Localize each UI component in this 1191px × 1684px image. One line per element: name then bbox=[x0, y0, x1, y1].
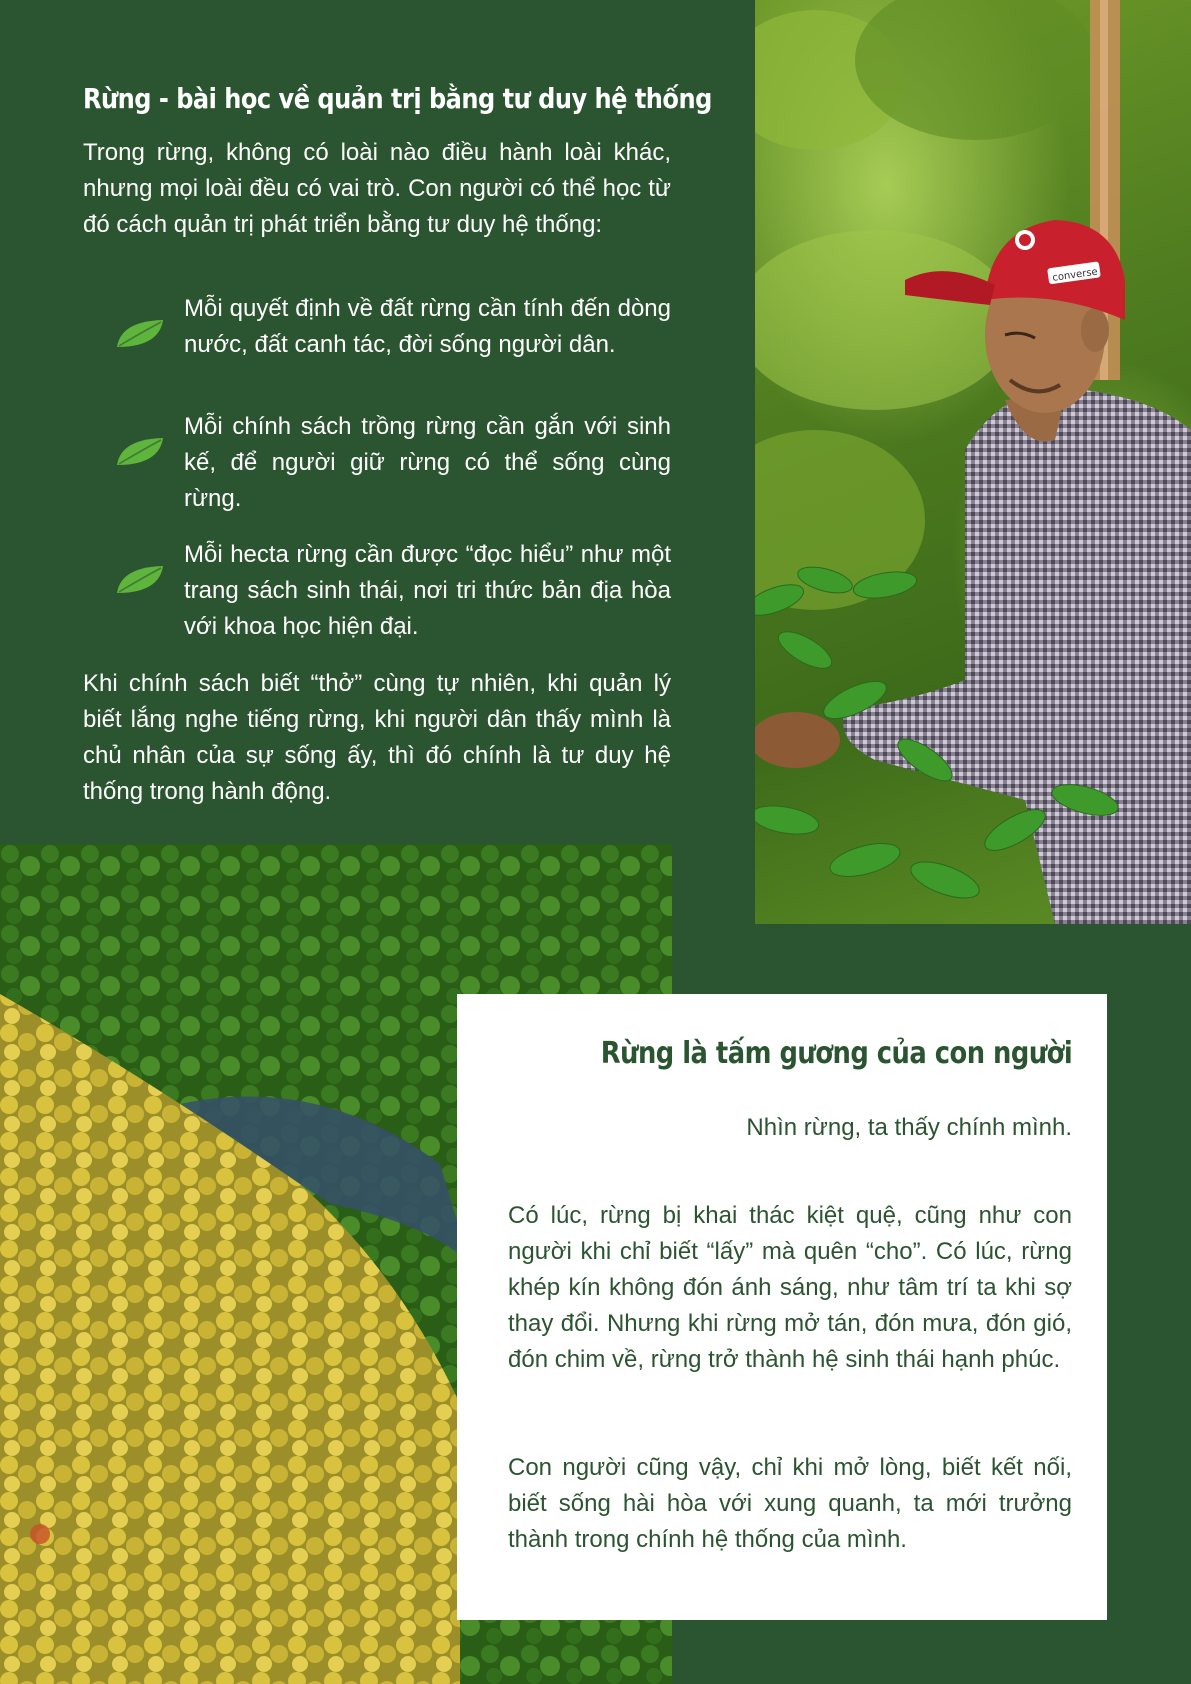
list-item bbox=[115, 409, 675, 519]
closing-paragraph: Khi chính sách biết “thở” cùng tự nhiên, khi quản lý biết lắng nghe tiếng rừng, khi người dân thấy mình là chủ nhân của sự sống ấy, thì đó chính là tư duy hệ thống trong hành động. bbox=[83, 670, 671, 805]
cap-logo-text: converse bbox=[1051, 266, 1099, 284]
list-item bbox=[115, 291, 675, 401]
bullet-text: Mỗi hecta rừng cần được “đọc hiểu” như một trang sách sinh thái, nơi tri thức bản địa hòa với khoa học hiện đại. bbox=[184, 541, 671, 640]
section-title-mirror: Rừng là tấm gương của con người bbox=[600, 1036, 1072, 1071]
intro-paragraph: Trong rừng, không có loài nào điều hành loài khác, nhưng mọi loài đều có vai trò. Con người có thể học từ đó cách quản trị phát triển bằng tư duy hệ thống: bbox=[83, 139, 671, 238]
bullet-text: Mỗi chính sách trồng rừng cần gắn với sinh kế, để người giữ rừng có thể sống cùng rừng. bbox=[184, 413, 671, 512]
leaf-icon bbox=[115, 435, 165, 469]
card-paragraph: Con người cũng vậy, chỉ khi mở lòng, biết kết nối, biết sống hài hòa với xung quanh, ta mới trưởng thành trong chính hệ thống của mình. bbox=[508, 1454, 1072, 1553]
photo-forest-ranger bbox=[755, 0, 1191, 924]
leaf-icon bbox=[115, 317, 165, 351]
card-paragraph: Có lúc, rừng bị khai thác kiệt quệ, cũng như con người khi chỉ biết “lấy” mà quên “cho”. Có lúc, rừng khép kín không đón ánh sáng, như tâm trí ta khi sợ thay đổi. Nhưng khi rừng mở tán, đón mưa, đón gió, đón chim về, rừng trở thành hệ sinh thái hạnh phúc. bbox=[508, 1202, 1072, 1373]
bullet-text: Mỗi quyết định về đất rừng cần tính đến dòng nước, đất canh tác, đời sống người dân. bbox=[184, 295, 671, 358]
section-title-systems-thinking: Rừng - bài học về quản trị bằng tư duy hệ thống bbox=[83, 82, 712, 115]
mirror-card bbox=[457, 994, 1107, 1620]
leaf-icon bbox=[115, 563, 165, 597]
list-item bbox=[115, 537, 675, 647]
photo-forest-ranger-illustration bbox=[755, 0, 1191, 924]
tagline: Nhìn rừng, ta thấy chính mình. bbox=[746, 1114, 1072, 1141]
